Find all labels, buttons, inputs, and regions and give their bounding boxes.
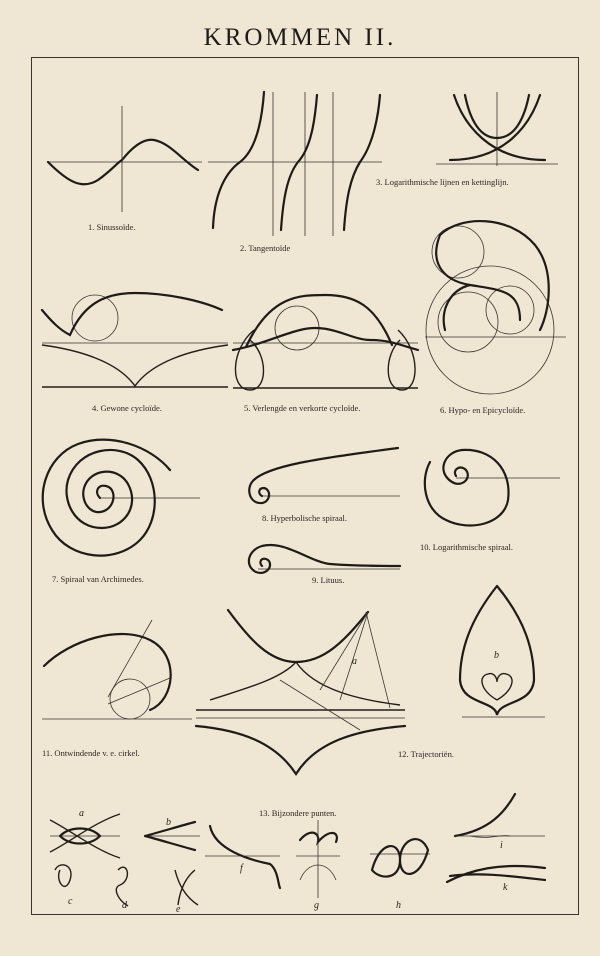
figure-cycloid <box>42 293 228 387</box>
caption-10: 10. Logarithmische spiraal. <box>420 542 514 552</box>
figure-prolate-cycloid <box>233 295 418 390</box>
caption-9: 9. Lituus. <box>312 575 345 585</box>
figure-hyperbolic-spiral <box>249 448 400 503</box>
caption-6: 6. Hypo- en Epicycloïde. <box>440 405 526 415</box>
caption-8: 8. Hyperbolische spiraal. <box>262 513 347 523</box>
label-13b: b <box>166 817 171 828</box>
caption-11: 11. Ontwindende v. e. cirkel. <box>42 748 140 758</box>
label-13c: c <box>68 896 73 907</box>
figure-trajectories <box>196 586 545 774</box>
figure-tangentoid <box>208 92 382 236</box>
figure-catenary <box>436 92 558 166</box>
label-13h: h <box>396 900 401 911</box>
label-13f: f <box>240 863 243 874</box>
figure-archimedes-spiral <box>43 440 200 556</box>
caption-12: 12. Trajectoriën. <box>398 749 454 759</box>
label-13k: k <box>503 882 508 893</box>
figure-sinusoid <box>48 106 202 212</box>
caption-1: 1. Sinussoïde. <box>88 222 136 232</box>
label-13d: d <box>122 900 127 911</box>
label-12a: a <box>352 656 357 667</box>
plate-title: KROMMEN II. <box>203 24 397 51</box>
label-12b: b <box>494 650 499 661</box>
label-13i: i <box>500 840 503 851</box>
label-13e: e <box>176 904 181 915</box>
caption-5: 5. Verlengde en verkorte cycloïde. <box>244 403 361 413</box>
figure-epicycloid <box>425 221 566 394</box>
caption-13: 13. Bijzondere punten. <box>259 808 337 818</box>
caption-2: 2. Tangentoïde <box>240 243 291 253</box>
caption-4: 4. Gewone cycloïde. <box>92 403 162 413</box>
label-13a: a <box>79 808 84 819</box>
label-13g: g <box>314 900 319 911</box>
figure-log-spiral <box>425 450 560 526</box>
figure-involute <box>42 620 192 719</box>
caption-3: 3. Logarithmische lijnen en kettinglijn. <box>376 177 509 187</box>
figure-lituus <box>249 545 400 573</box>
caption-7: 7. Spiraal van Archimedes. <box>52 574 144 584</box>
